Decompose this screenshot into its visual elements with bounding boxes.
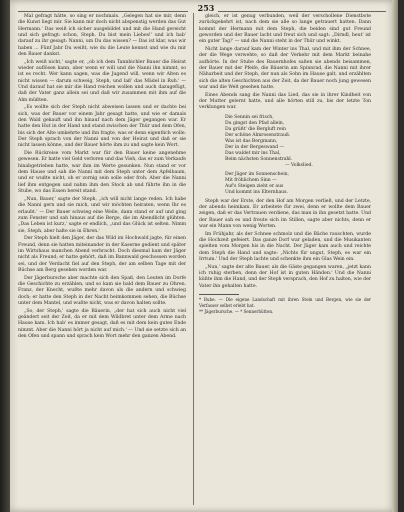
paragraph: „Nun, Bauer,' sagte der Steph, „ich will nicht lange reden. Ich habe die Nanni gern und sie mich, und wir möchten heiraten, wenn Ihr es erlaubt.' — Der Bauer schwieg eine Weile, dann stand er auf und ging zum Fenster und sah hinaus auf die Berge, die im Abendlicht glühten. „Das Leben ist kurz,' sagte er endlich, „und das Glück ist selten. Nimm sie, Steph, aber halte sie in Ehren.' [18,196,186,234]
paragraph: Im Frühjahr, als der Schnee schmolz und die Bäche rauschten, wurde die Hochzeit gefeiert. Das ganze Dorf war geladen, und die Musikanten spielten vom Morgen bis in die Nacht. Der Jäger kam auch und reichte dem Steph die Hand und sagte: „Nichts für ungut, Steph, es war ein Irrtum.' Und der Steph lachte und schenkte ihm ein Glas Wein ein. [199,231,371,263]
poem-line: Die Sennin sei frisch, [225,114,274,120]
paragraph: „Nun,' sagte der alte Bauer, als die Gäste gegangen waren, „jetzt kann ich ruhig sterben, denn der Hof ist in guten Händen.' Und die Nanni küßte ihm die Hand, und der Steph versprach, den Hof zu halten, wie der Vater ihn gehalten hatte. [199,264,371,289]
book-page [10,0,398,512]
paragraph: Mal gefragt hätte, so sing er nochmals. „Gelegen hat sie mir, denn die Kunst liegt mir. Sie kann mir doch nicht abspenstig werden das Gut Hermann.' Das weiß ich sicher ausgebildet und mit die Hand gereicht und sich gefragt: schon, Steph. Du bist mein Liebes!' und ich hab' darauf zu ihr gesagt: Nanni, um Du das wissen? — Das ist klar, was wir haben ... Fünf Jahr Du weißt, wie du die Leute kennst und wie du mir den Bauer dankst. [18,14,186,58]
header-rule-right [218,11,386,12]
paragraph: Der Steph hielt den Jäger, der das Wild im Hochwald jagte, für einen Freund, denn sie hatten miteinander in der Kaserne gedient und später im Wirtshaus manchen Abend verbracht. Doch diesmal kam der Jäger nicht als Freund; er hatte gehört, daß im Bannwald geschossen worden sei, und der Verdacht fiel auf den Steph, der am selben Tage mit der Büchse am Berg gesehen worden war. [18,236,186,273]
footnote: ** Jägerbursche. — * Sennerhütten. [199,309,274,315]
poem-line: Der Jäger im Sonnenschein, [225,171,289,177]
right-column [199,14,371,316]
poem-stanza [225,115,371,169]
footnote: * Bube. — Die eigene Landschaft mit ihren Stein und Bergen, wie sie der Verfasser selbst erlebt hat. [199,297,371,308]
paragraph: gleich, er ist genug verbunden, weil der verschollene Dienstbote zurückgekehrt ist, nach dem sie alle so lange getrauert hatten. Dann kommt der Hermann mit dem Steph, die beiden sind gut Freund geworden und der Bauer lacht und freut sich und sagt: „Dirndl, heut' ist ein guter Tag!' — und die Nanni steht in der Thür und winkt. [199,14,371,45]
poem-line: Das waldet mir ins Thal, [225,150,281,156]
poem-stanza-2 [225,172,371,196]
header-rule-left [18,11,188,12]
paragraph: Die Rückreise vom Markt war für den Bauer keine angenehme gewesen. Er hatte viel Geld verloren und das Vieh, das er zum Verkaufe hinabgetrieben hatte, war ihm im Werte gesunken. Nun stand er vor dem Hause und sah die Nanni mit dem Steph unter dem Apfelbaum, und er wußte nicht, ob er zornig sein solle oder froh. Aber die Nanni lief ihm entgegen und nahm ihm den Stock ab und führte ihn in die Stube, wo das Essen bereit stand. [18,151,186,195]
poem-line: Beim nächsten Sonnenstrahl. [225,156,293,162]
poem-signature: — Volkslied. [285,162,313,168]
poem-line: Und kommt ins Elternhaus. [225,189,288,195]
poem-line: Auf's Steigen zieht er aus [225,183,284,189]
poem-line: Mit fröhlichem Sinn — [225,177,277,183]
paragraph: „Ich weiß nicht,' sagte er, „ob ich dem Tannbichler Bauer die Heirat wieder auflösen kann, aber wenn er will und die Nanni ihn nimmt, so ist es recht. Wer kann sagen, was die Jugend will, wenn wir Alten es nicht wissen — darum schweig, Steph, und laß' das Mädel in Ruh.' — Und darauf hat sie mir die Hand reichen wollen und auch dazugefügt, daß der Vater ganz allein sei und daß wir zusammen mit ihm auf die Alm müßten. [18,59,186,103]
poem-line: Was ist das Bergmann, [225,138,278,144]
poem-line: Der in der Bergeswand — [225,144,285,150]
paragraph: Steph war der Erste, der den Hof am Morgen verließ, und der Letzte, der abends heimkam. Er arbeitete für zwei, denn er wollte dem Bauer zeigen, daß er das Vertrauen verdiene, das man in ihn gesetzt hatte. Und der Bauer sah es und freute sich im Stillen, sagte aber nichts, denn er war ein Mann von wenig Worten. [199,198,371,230]
poem-line: Der schöne Almrosenstrauß. [225,132,291,138]
left-column [18,14,186,342]
column-divider [193,13,194,505]
paragraph: „So, der Steph,' sagte die Bäuerin, „der hat sich auch nicht viel geändert seit der Zeit, da er mit dem Wildbret unter dem Arme nach Hause kam. Ich hab' es immer gesagt, daß es mit dem kein gutes Ende nimmt. Aber die Nanni hört ja nicht auf mich.' — Und sie setzte sich an den Ofen und spann und sprach kein Wort mehr den ganzen Abend. [18,308,186,339]
page-edge [392,0,398,512]
paragraph: „Es wollte sich der Steph nicht abweisen lassen und er dachte bei sich, was der Bauer vor einem Jahr gesagt hatte, und wie er damals den Wald gekauft und ihn hinauf nach dem Jäger gegangen war. Er hatte den Hut in der Hand und stand zwischen der Thür und dem Ofen, bis sich der Alte umkehrte und ihn fragte, was er denn eigentlich wolle. Der Steph sprach von der Nanni und von der Heirat und daß er sie nicht lassen könne, und der Bauer hörte ihm zu und sagte kein Wort. [18,105,186,149]
book-spine [0,0,10,512]
paragraph: Der Jägerbursche aber machte sich den Spaß, den Leuten im Dorfe die Geschichte zu erzählen, und so kam sie bald dem Bauer zu Ohren. Franz, der Knecht, wußte mehr davon als die andern und schwieg doch; er hatte den Steph in der Nacht heimkommen sehen, die Büchse unter dem Mantel, und wußte nicht, was er davon halten sollte. [18,275,186,306]
poem-line: Du gingst den Pfad allein, [225,120,285,126]
paragraph: Eines Abends sang die Nanni das Lied, das sie in ihrer Kindheit von der Mutter gelernt hatte, und alle hörten still zu, bis der letzte Ton verklungen war. [199,92,371,111]
page-number: 253 [197,3,215,13]
footnote-rule [199,294,239,295]
paragraph: Nicht lange darauf kam der Winter ins Thal, und mit ihm der Schnee, der die Wege verwehte, so daß der Verkehr mit dem Markt beinahe aufhörte. In der Stube des Bauernhofes saßen sie abends beisammen, der Bauer mit der Pfeife, die Bäuerin am Spinnrad, die Nanni mit ihrer Näharbeit und der Steph, der nun als Sohn im Hause galt, und erzählten sich die alten Geschichten aus der Zeit, da der Bauer noch jung gewesen war und die Welt gesehen hatte. [199,47,371,91]
poem-line: Da grüßt' die Bergluft rein [225,126,286,132]
